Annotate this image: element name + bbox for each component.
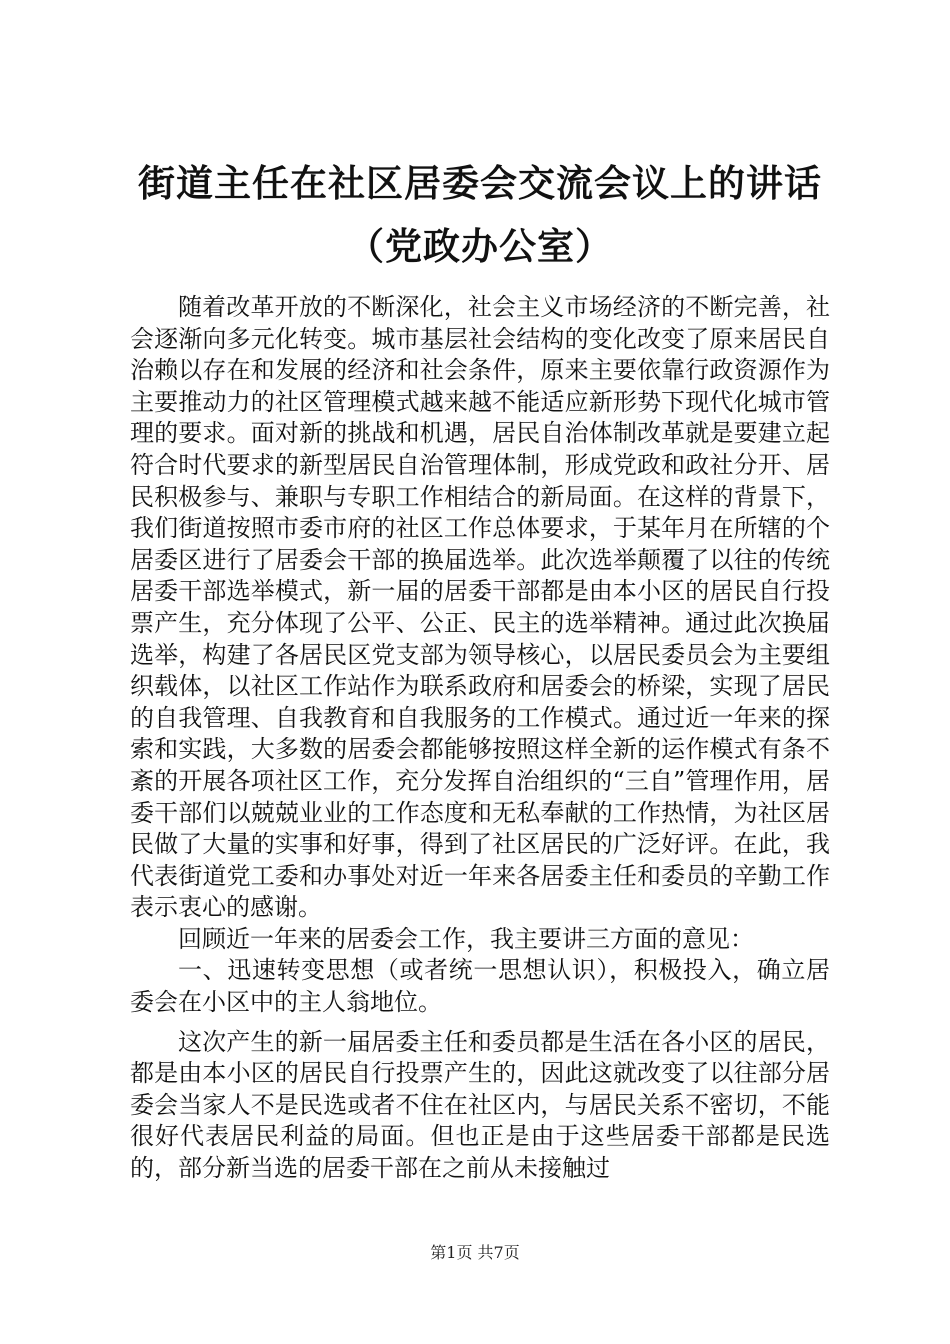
document-title: 街道主任在社区居委会交流会议上的讲话（党政办公室） xyxy=(138,161,822,268)
page-footer: 第1页 共7页 xyxy=(430,1243,520,1262)
paragraph-section-one-body: 这次产生的新一届居委主任和委员都是生活在各小区的居民，都是由本小区的居民自行投票产生的，因此这就改变了以往部分居委会当家人不是民选或者不住在社区内，与居民关系不密切，不能很好代表居民利益的局面。但也正是由于这些居委干部都是民选的，部分新当选的居委干部在之前从未接触过 xyxy=(130,1027,830,1183)
paragraph-section-one-heading: 一、迅速转变思想（或者统一思想认识），积极投入，确立居委会在小区中的主人翁地位。 xyxy=(130,956,830,1017)
paragraph-review: 回顾近一年来的居委会工作，我主要讲三方面的意见： xyxy=(178,924,754,953)
paragraph-intro: 随着改革开放的不断深化，社会主义市场经济的不断完善，社会逐渐向多元化转变。城市基层社会结构的变化改变了原来居民自治赖以存在和发展的经济和社会条件，原来主要依靠行政资源作为主要推动力的社区管理模式越来越不能适应新形势下现代化城市管理的要求。面对新的挑战和机遇，居民自治体制改革就是要建立起符合时代要求的新型居民自治管理体制，形成党政和政社分开、居民积极参与、兼职与专职工作相结合的新局面。在这样的背景下，我们街道按照市委市府的社区工作总体要求，于某年月在所辖的个居委区进行了居委会干部的换届选举。此次选举颠覆了以往的传统居委干部选举模式，新一届的居委干部都是由本小区的居民自行投票产生，充分体现了公平、公正、民主的选举精神。通过此次换届选举，构建了各居民区党支部为领导核心，以居民委员会为主要组织载体，以社区工作站作为联系政府和居委会的桥梁，实现了居民的自我管理、自我教育和自我服务的工作模式。通过近一年来的探索和实践，大多数的居委会都能够按照这样全新的运作模式有条不紊的开展各项社区工作，充分发挥自治组织的“三自”管理作用，居委干部们以兢兢业业的工作态度和无私奉献的工作热情，为社区居民做了大量的实事和好事，得到了社区居民的广泛好评。在此，我代表街道党工委和办事处对近一年来各居委主任和委员的辛勤工作表示衷心的感谢。 xyxy=(130,293,830,922)
document-body xyxy=(130,292,830,1185)
